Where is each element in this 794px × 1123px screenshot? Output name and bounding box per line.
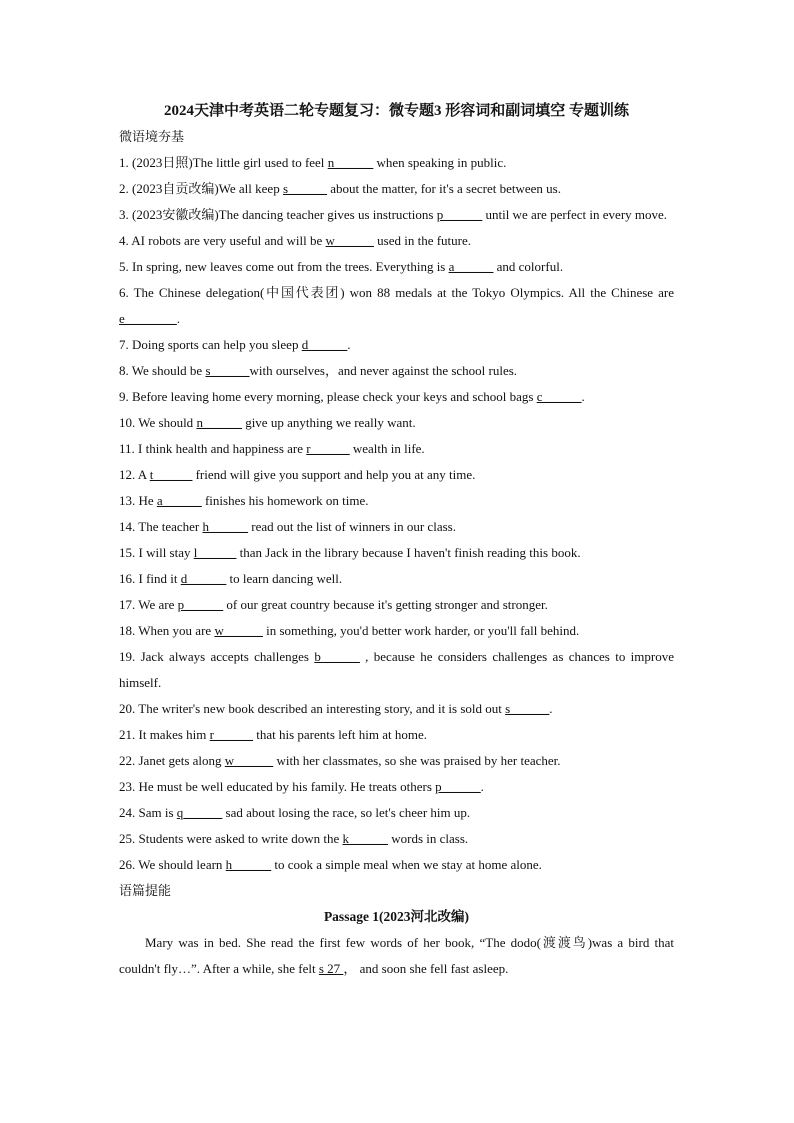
exercise-item <box>119 748 674 774</box>
exercise-text: , because he considers challenges as chances to improve himself. <box>119 649 675 690</box>
exercise-item <box>119 280 674 332</box>
exercise-text: 1. (2023日照)The little girl used to feel <box>119 155 328 170</box>
blank-hint: n______ <box>327 155 374 170</box>
passage-text: ， and soon she fell fast asleep. <box>343 961 509 976</box>
exercise-text: 26. We should learn <box>119 857 226 872</box>
exercise-text: 12. A <box>119 467 150 482</box>
exercise-text: 3. (2023安徽改编)The dancing teacher gives us instructions <box>119 207 437 222</box>
exercise-text: 16. I find it <box>119 571 181 586</box>
exercise-text: 23. He must be well educated by his family. He treats others <box>119 779 436 794</box>
exercise-item <box>119 202 674 228</box>
exercise-text: 17. We are <box>119 597 178 612</box>
exercise-item <box>119 332 674 358</box>
blank-hint: k______ <box>342 831 388 846</box>
exercise-item <box>119 254 674 280</box>
exercise-text: give up anything we really want. <box>241 415 416 430</box>
exercise-text: . <box>581 389 585 404</box>
exercise-text: wealth in life. <box>349 441 425 456</box>
exercise-text: friend will give you support and help you at any time. <box>192 467 476 482</box>
exercise-text: 20. The writer's new book described an interesting story, and it is sold out <box>119 701 506 716</box>
exercise-item <box>119 644 674 696</box>
blank-hint: c______ <box>536 389 582 404</box>
exercise-item <box>119 852 674 878</box>
exercise-item <box>119 696 674 722</box>
exercise-text: when speaking in public. <box>373 155 507 170</box>
exercise-text: used in the future. <box>373 233 472 248</box>
exercise-text: 4. AI robots are very useful and will be <box>119 233 326 248</box>
exercise-text: 8. We should be <box>119 363 206 378</box>
exercise-text: with her classmates, so she was praised by her teacher. <box>273 753 561 768</box>
blank-hint: r______ <box>306 441 350 456</box>
exercise-text: 18. When you are <box>119 623 215 638</box>
exercise-item <box>119 462 674 488</box>
exercise-text: 10. We should <box>119 415 197 430</box>
exercise-text: that his parents left him at home. <box>252 727 427 742</box>
exercise-text: about the matter, for it's a secret between us. <box>327 181 561 196</box>
exercise-item <box>119 514 674 540</box>
exercise-text: 24. Sam is <box>119 805 177 820</box>
exercise-text: 2. (2023自贡改编)We all keep <box>119 181 283 196</box>
exercise-item <box>119 358 674 384</box>
blank-hint: h______ <box>225 857 272 872</box>
exercise-text: words in class. <box>387 831 469 846</box>
blank-hint: p______ <box>435 779 481 794</box>
blank-hint: e________ <box>119 311 177 326</box>
exercise-item <box>119 592 674 618</box>
blank-hint: d______ <box>301 337 348 352</box>
exercise-text: 22. Janet gets along <box>119 753 225 768</box>
exercise-item <box>119 540 674 566</box>
blank-hint: w______ <box>224 753 274 768</box>
exercise-text: 11. I think health and happiness are <box>119 441 307 456</box>
blank-hint: q______ <box>176 805 223 820</box>
blank-hint: b______ <box>314 649 360 664</box>
exercise-text: and colorful. <box>493 259 564 274</box>
blank-hint: a______ <box>448 259 494 274</box>
exercise-item <box>119 384 674 410</box>
section-heading-passage: 语篇提能 <box>119 883 172 898</box>
exercise-text: read out the list of winners in our class. <box>248 519 456 534</box>
exercise-item <box>119 410 674 436</box>
passage-text: Mary was in bed. She read the first few words of her book, “The dodo(渡渡鸟)was a bird that couldn't fly…”. After a while, she felt <box>119 935 674 976</box>
blank-hint: w______ <box>214 623 263 638</box>
exercise-item <box>119 618 674 644</box>
exercise-text: 13. He <box>119 493 157 508</box>
exercise-text: until we are perfect in every move. <box>482 207 668 222</box>
blank-hint: p______ <box>177 597 224 612</box>
exercise-item <box>119 150 674 176</box>
passage-blank: s 27 <box>318 961 344 976</box>
exercise-text: than Jack in the library because I haven't finish reading this book. <box>236 545 581 560</box>
exercise-text: 15. I will stay <box>119 545 194 560</box>
exercise-item <box>119 228 674 254</box>
exercise-text: 7. Doing sports can help you sleep <box>119 337 302 352</box>
passage-title: Passage 1(2023河北改编) <box>323 909 470 924</box>
exercise-text: . <box>176 311 181 326</box>
exercise-text: 9. Before leaving home every morning, please check your keys and school bags <box>119 389 537 404</box>
exercise-text: in something, you'd better work harder, or you'll fall behind. <box>262 623 580 638</box>
blank-hint: s______ <box>282 181 328 196</box>
exercise-item <box>119 800 674 826</box>
exercise-text: to cook a simple meal when we stay at home alone. <box>271 857 542 872</box>
exercise-text: to learn dancing well. <box>226 571 343 586</box>
document-page <box>119 98 674 982</box>
exercise-text: of our great country because it's getting stronger and stronger. <box>223 597 548 612</box>
document-title: 2024天津中考英语二轮专题复习：微专题3 形容词和副词填空 专题训练 <box>163 103 629 119</box>
passage-paragraph <box>119 930 674 982</box>
exercise-text: with ourselves，and never against the school rules. <box>249 363 518 378</box>
exercise-text: finishes his homework on time. <box>201 493 369 508</box>
blank-hint: n______ <box>196 415 242 430</box>
exercise-text: 14. The teacher <box>119 519 203 534</box>
exercise-text: sad about losing the race, so let's cheer him up. <box>222 805 471 820</box>
exercise-item <box>119 774 674 800</box>
blank-hint: p______ <box>436 207 483 222</box>
exercise-list <box>119 150 674 878</box>
blank-hint: t______ <box>149 467 193 482</box>
blank-hint: l______ <box>193 545 237 560</box>
exercise-text: 6. The Chinese delegation(中国代表团) won 88 medals at the Tokyo Olympics. All the Chinese are <box>119 285 674 300</box>
exercise-text: 5. In spring, new leaves come out from the trees. Everything is <box>119 259 449 274</box>
exercise-text: . <box>347 337 351 352</box>
blank-hint: s______ <box>205 363 250 378</box>
exercise-item <box>119 566 674 592</box>
blank-hint: w______ <box>325 233 374 248</box>
exercise-text: 19. Jack always accepts challenges <box>119 649 315 664</box>
exercise-item <box>119 488 674 514</box>
exercise-text: 25. Students were asked to write down the <box>119 831 343 846</box>
exercise-text: . <box>549 701 553 716</box>
exercise-item <box>119 436 674 462</box>
blank-hint: a______ <box>156 493 202 508</box>
blank-hint: r______ <box>209 727 253 742</box>
exercise-text: 21. It makes him <box>119 727 210 742</box>
section-heading-micro-context: 微语境夯基 <box>119 129 185 144</box>
exercise-item <box>119 826 674 852</box>
exercise-text: . <box>480 779 484 794</box>
blank-hint: s______ <box>505 701 550 716</box>
exercise-item <box>119 176 674 202</box>
blank-hint: h______ <box>202 519 248 534</box>
exercise-item <box>119 722 674 748</box>
blank-hint: d______ <box>180 571 227 586</box>
